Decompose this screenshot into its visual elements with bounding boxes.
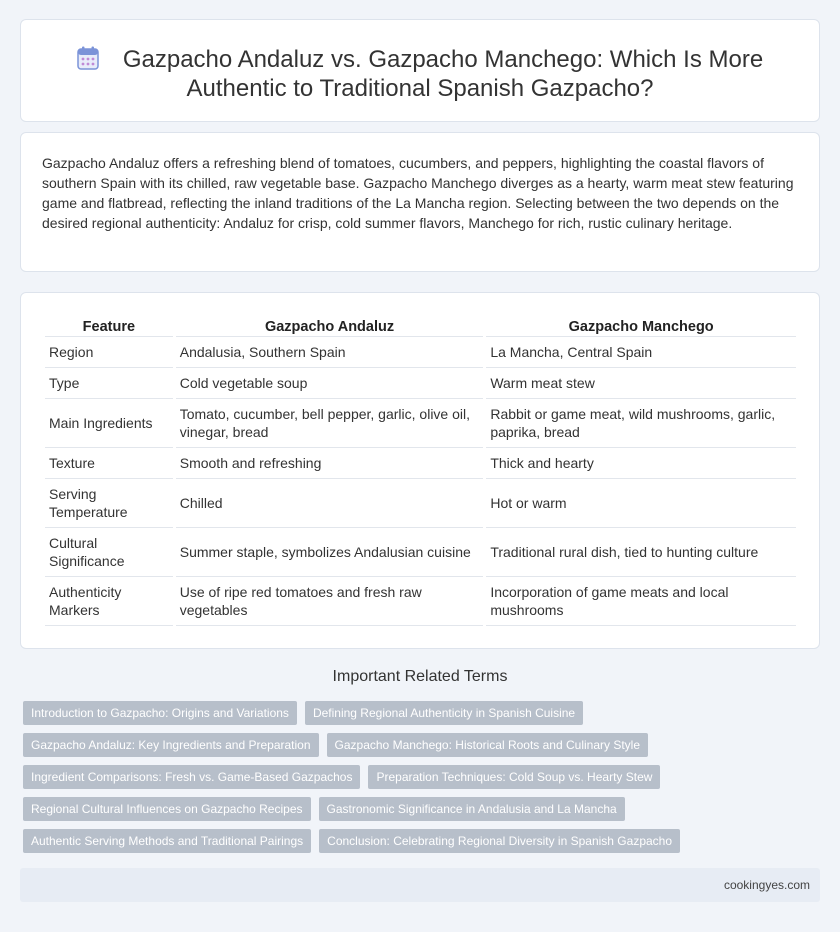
table-cell-manchego: Warm meat stew bbox=[486, 368, 796, 399]
table-cell-manchego: La Mancha, Central Spain bbox=[486, 337, 796, 368]
related-tags-row bbox=[23, 797, 625, 821]
comparison-table-card bbox=[20, 292, 820, 649]
related-term-tag[interactable]: Gastronomic Significance in Andalusia and La Mancha bbox=[319, 797, 625, 821]
table-cell-manchego: Hot or warm bbox=[486, 479, 796, 528]
header-feature: Feature bbox=[45, 315, 173, 337]
title-card bbox=[20, 19, 820, 122]
comparison-table bbox=[42, 315, 799, 626]
related-tags-row bbox=[23, 733, 648, 757]
table-cell-manchego: Incorporation of game meats and local mushrooms bbox=[486, 577, 796, 626]
summary-card bbox=[20, 132, 820, 272]
related-terms-heading: Important Related Terms bbox=[332, 668, 508, 685]
table-cell-andaluz: Smooth and refreshing bbox=[176, 448, 484, 479]
related-term-tag[interactable]: Defining Regional Authenticity in Spanish Cuisine bbox=[305, 701, 583, 725]
table-header-row bbox=[45, 315, 796, 337]
table-row bbox=[45, 577, 796, 626]
table-cell-feature: Authenticity Markers bbox=[45, 577, 173, 626]
related-term-tag[interactable]: Gazpacho Manchego: Historical Roots and Culinary Style bbox=[327, 733, 648, 757]
related-tags-row bbox=[23, 701, 583, 725]
related-term-tag[interactable]: Gazpacho Andaluz: Key Ingredients and Preparation bbox=[23, 733, 319, 757]
related-term-tag[interactable]: Authentic Serving Methods and Traditional Pairings bbox=[23, 829, 311, 853]
related-term-tag[interactable]: Introduction to Gazpacho: Origins and Variations bbox=[23, 701, 297, 725]
page-title bbox=[21, 45, 819, 103]
table-cell-andaluz: Summer staple, symbolizes Andalusian cuisine bbox=[176, 528, 484, 577]
summary-paragraph: Gazpacho Andaluz offers a refreshing blend of tomatoes, cucumbers, and peppers, highlighting the coastal flavors of southern Spain with its chilled, raw vegetable base. Gazpacho Manchego diverges as a hearty, warm meat stew featuring game and flatbread, reflecting the inland traditions of the La Mancha region. Selecting between the two depends on the desired regional authenticity: Andaluz for crisp, cold summer flavors, Manchego for rich, rustic culinary heritage. bbox=[42, 155, 794, 231]
title-line-1: Gazpacho Andaluz vs. Gazpacho Manchego: Which Is More bbox=[122, 46, 764, 73]
table-cell-feature: Main Ingredients bbox=[45, 399, 173, 448]
header-andaluz: Gazpacho Andaluz bbox=[176, 315, 484, 337]
table-cell-manchego: Rabbit or game meat, wild mushrooms, garlic, paprika, bread bbox=[486, 399, 796, 448]
footer-site-name[interactable]: cookingyes.com bbox=[723, 878, 810, 892]
table-row bbox=[45, 399, 796, 448]
title-line-2: Authentic to Traditional Spanish Gazpacho? bbox=[186, 75, 654, 102]
related-term-tag[interactable]: Ingredient Comparisons: Fresh vs. Game-Based Gazpachos bbox=[23, 765, 360, 789]
calendar-icon bbox=[77, 46, 99, 70]
related-term-tag[interactable]: Conclusion: Celebrating Regional Diversity in Spanish Gazpacho bbox=[319, 829, 680, 853]
table-cell-andaluz: Chilled bbox=[176, 479, 484, 528]
footer bbox=[20, 868, 820, 902]
table-cell-andaluz: Cold vegetable soup bbox=[176, 368, 484, 399]
table-row bbox=[45, 479, 796, 528]
table-cell-manchego: Traditional rural dish, tied to hunting culture bbox=[486, 528, 796, 577]
table-cell-feature: Texture bbox=[45, 448, 173, 479]
table-row bbox=[45, 368, 796, 399]
table-cell-andaluz: Andalusia, Southern Spain bbox=[176, 337, 484, 368]
table-row bbox=[45, 448, 796, 479]
table-cell-andaluz: Tomato, cucumber, bell pepper, garlic, olive oil, vinegar, bread bbox=[176, 399, 484, 448]
table-cell-feature: Region bbox=[45, 337, 173, 368]
table-cell-feature: Serving Temperature bbox=[45, 479, 173, 528]
related-term-tag[interactable]: Regional Cultural Influences on Gazpacho Recipes bbox=[23, 797, 311, 821]
table-cell-feature: Cultural Significance bbox=[45, 528, 173, 577]
related-tags-row bbox=[23, 765, 660, 789]
related-term-tag[interactable]: Preparation Techniques: Cold Soup vs. Hearty Stew bbox=[368, 765, 660, 789]
table-cell-feature: Type bbox=[45, 368, 173, 399]
table-row bbox=[45, 337, 796, 368]
table-cell-andaluz: Use of ripe red tomatoes and fresh raw vegetables bbox=[176, 577, 484, 626]
header-manchego: Gazpacho Manchego bbox=[486, 315, 796, 337]
table-row bbox=[45, 528, 796, 577]
related-tags-row bbox=[23, 829, 680, 853]
table-cell-manchego: Thick and hearty bbox=[486, 448, 796, 479]
